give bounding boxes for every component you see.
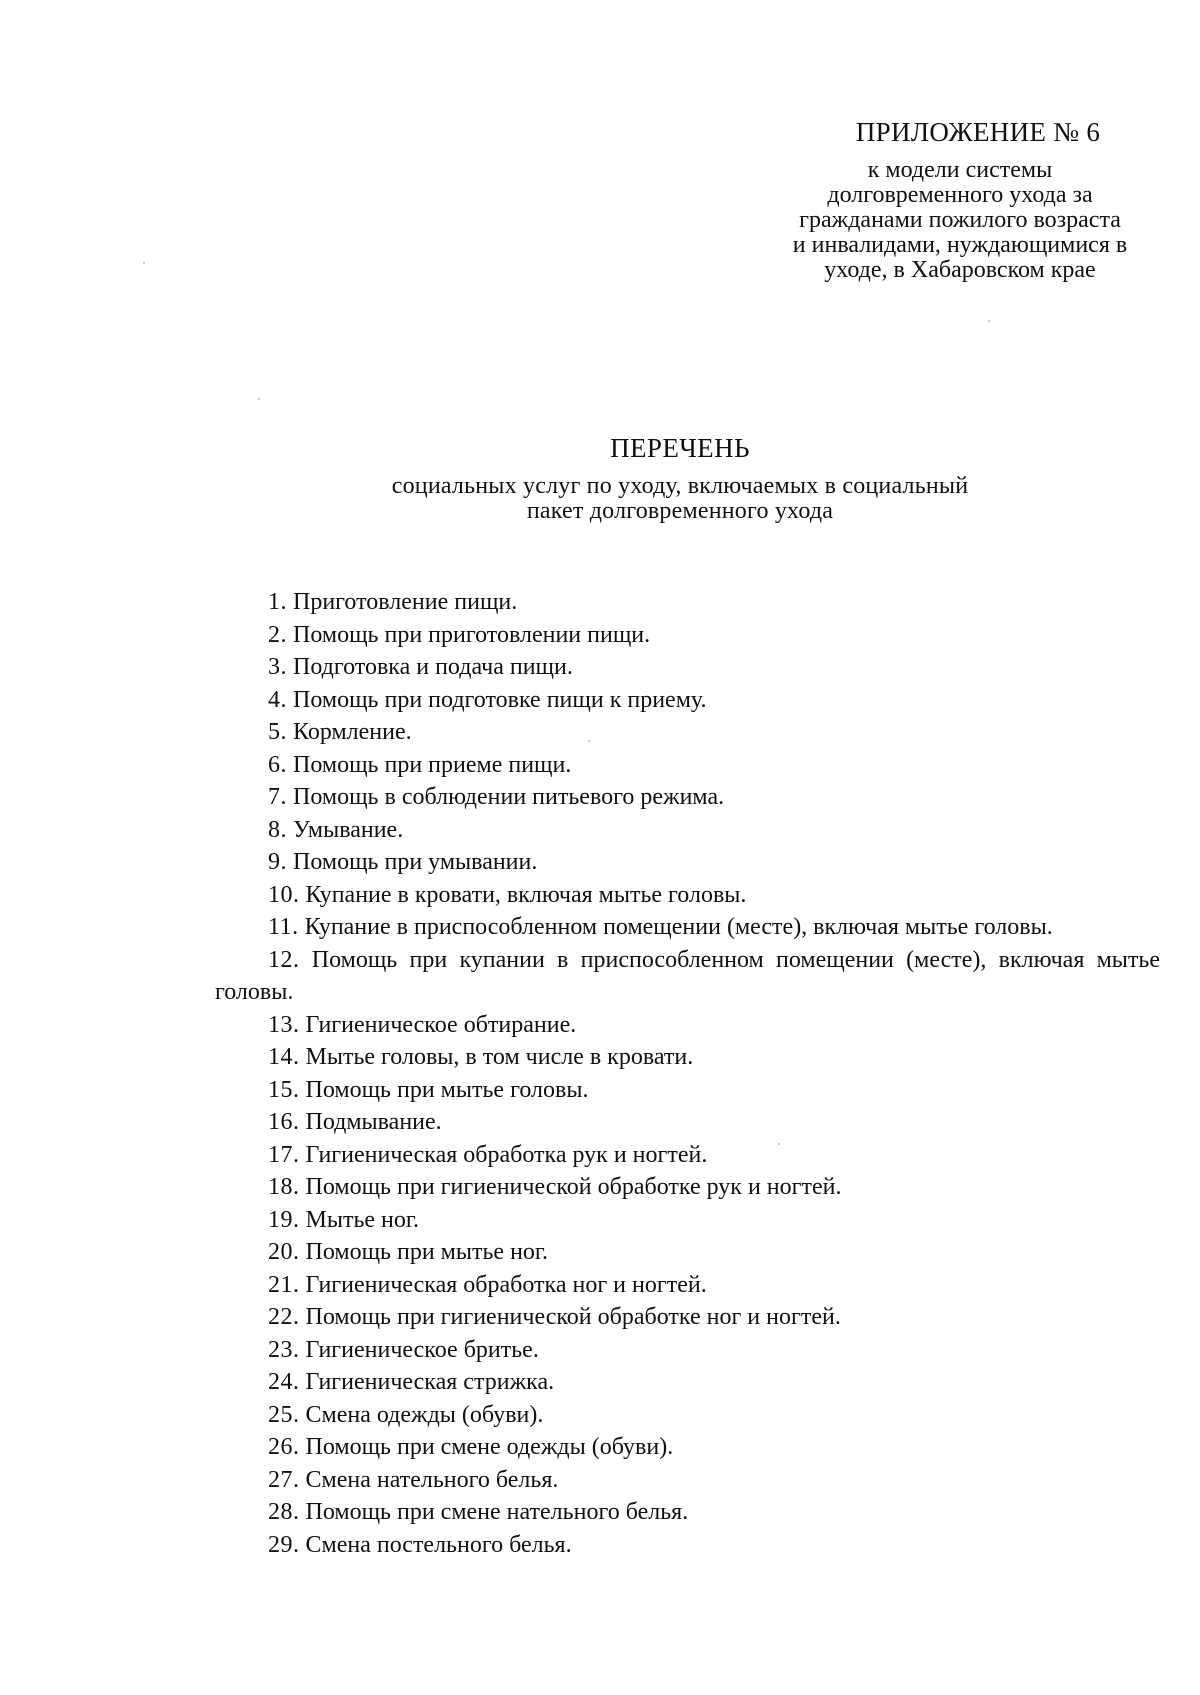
service-list-item: [215, 684, 1160, 717]
document-subtitle-line: социальных услуг по уходу, включаемых в социальный: [391, 473, 969, 499]
service-list-item: [215, 781, 1160, 814]
service-number: 7.: [268, 784, 287, 810]
appendix-subtitle-line: и инвалидами, нуждающимися в: [792, 232, 1128, 258]
service-list-item: [215, 944, 1160, 1009]
service-text: Помощь при подготовке пищи к приему.: [293, 686, 707, 713]
service-number: 28.: [268, 1499, 300, 1525]
service-text: Помощь при мытье головы.: [305, 1076, 589, 1103]
service-list-item: [215, 1009, 1160, 1042]
service-number: 25.: [268, 1401, 300, 1428]
service-list-item: [215, 586, 1160, 619]
service-number: 8.: [268, 816, 287, 843]
service-text: Помощь в соблюдении питьевого режима.: [293, 784, 725, 810]
scan-speck: [143, 262, 145, 264]
document-subtitle-line: пакет долговременного ухода: [526, 498, 834, 524]
service-text: Помощь при приготовлении пищи.: [293, 621, 651, 648]
appendix-subtitle-line: долговременного ухода за: [827, 182, 1093, 208]
service-list-item: [215, 1366, 1160, 1399]
service-list-item: [215, 1236, 1160, 1269]
service-text: Гигиеническая обработка рук и ногтей.: [305, 1141, 708, 1168]
services-list: [215, 586, 1160, 1561]
service-text: Смена постельного белья.: [305, 1531, 572, 1558]
service-text: Смена одежды (обуви).: [305, 1401, 544, 1428]
service-number: 26.: [268, 1434, 300, 1460]
service-number: 2.: [268, 621, 287, 648]
service-number: 10.: [268, 881, 300, 908]
service-text: Смена нательного белья.: [305, 1466, 559, 1493]
service-list-item: [215, 1204, 1160, 1237]
service-text: Помощь при смене одежды (обуви).: [305, 1434, 674, 1460]
service-number: 5.: [268, 719, 287, 745]
service-number: 16.: [268, 1109, 300, 1135]
service-list-item: [215, 911, 1160, 944]
appendix-subtitle-line: уходе, в Хабаровском крае: [824, 257, 1096, 283]
appendix-subtitle-line: гражданами пожилого возраста: [799, 207, 1121, 233]
service-list-item: [215, 1496, 1160, 1529]
service-text: Помощь при купании в приспособленном помещении (месте), включая мытье головы.: [215, 946, 1161, 1005]
service-number: 1.: [268, 589, 287, 615]
service-text: Гигиеническая обработка ног и ногтей.: [305, 1271, 707, 1298]
service-list-item: [215, 1139, 1160, 1172]
service-list-item: [215, 1334, 1160, 1367]
service-text: Помощь при мытье ног.: [305, 1239, 549, 1265]
service-list-item: [215, 814, 1160, 847]
service-list-item: [215, 716, 1160, 749]
service-text: Купание в кровати, включая мытье головы.: [305, 881, 747, 908]
service-number: 20.: [268, 1239, 300, 1265]
service-list-item: [215, 1041, 1160, 1074]
service-number: 9.: [268, 849, 287, 875]
document-subtitle: [320, 474, 1040, 524]
service-list-item: [215, 1074, 1160, 1107]
service-text: Умывание.: [293, 816, 404, 843]
service-number: 19.: [268, 1206, 300, 1233]
service-list-item: [215, 651, 1160, 684]
appendix-title: ПРИЛОЖЕНИЕ № 6: [855, 117, 1101, 147]
service-text: Помощь при гигиенической обработке ног и ногтей.: [305, 1304, 841, 1330]
service-number: 14.: [268, 1044, 300, 1070]
service-text: Помощь при гигиенической обработке рук и ногтей.: [305, 1174, 842, 1200]
service-list-item: [215, 1464, 1160, 1497]
service-list-item: [215, 1529, 1160, 1562]
service-text: Гигиеническое обтирание.: [305, 1011, 577, 1038]
service-list-item: [215, 879, 1160, 912]
service-list-item: [215, 619, 1160, 652]
service-number: 11.: [268, 914, 299, 940]
service-text: Помощь при умывании.: [293, 849, 538, 875]
service-list-item: [215, 1399, 1160, 1432]
service-number: 13.: [268, 1011, 300, 1038]
scan-speck: [588, 740, 590, 742]
service-number: 27.: [268, 1466, 300, 1493]
service-list-item: [215, 1301, 1160, 1334]
service-number: 3.: [268, 654, 287, 680]
document-title: ПЕРЕЧЕНЬ: [610, 433, 750, 463]
service-text: Помощь при смене нательного белья.: [305, 1499, 689, 1525]
scan-speck: [778, 1143, 780, 1145]
service-number: 4.: [268, 686, 287, 713]
service-text: Купание в приспособленном помещении (месте), включая мытье головы.: [304, 914, 1053, 940]
service-number: 12.: [268, 946, 300, 973]
service-number: 23.: [268, 1336, 300, 1363]
service-number: 17.: [268, 1141, 300, 1168]
service-text: Подмывание.: [305, 1109, 442, 1135]
service-text: Гигиеническое бритье.: [305, 1336, 539, 1363]
service-list-item: [215, 1106, 1160, 1139]
service-text: Приготовление пищи.: [293, 589, 518, 615]
service-number: 15.: [268, 1076, 300, 1103]
service-number: 29.: [268, 1531, 300, 1558]
service-text: Мытье ног.: [305, 1206, 420, 1233]
service-number: 18.: [268, 1174, 300, 1200]
service-list-item: [215, 1171, 1160, 1204]
service-number: 22.: [268, 1304, 300, 1330]
appendix-header: [740, 116, 1180, 283]
service-number: 24.: [268, 1369, 300, 1395]
service-text: Подготовка и подача пищи.: [293, 654, 573, 680]
scan-speck: [988, 320, 990, 322]
service-list-item: [215, 1269, 1160, 1302]
service-number: 21.: [268, 1271, 300, 1298]
service-number: 6.: [268, 751, 287, 778]
service-list-item: [215, 1431, 1160, 1464]
service-list-item: [215, 749, 1160, 782]
document-heading: [320, 432, 1040, 524]
appendix-subtitle: [740, 158, 1180, 283]
appendix-subtitle-line: к модели системы: [867, 157, 1053, 183]
service-text: Кормление.: [293, 719, 412, 745]
service-text: Гигиеническая стрижка.: [305, 1369, 555, 1395]
service-text: Помощь при приеме пищи.: [293, 751, 572, 778]
scan-speck: [258, 398, 260, 400]
service-list-item: [215, 846, 1160, 879]
service-text: Мытье головы, в том числе в кровати.: [305, 1044, 694, 1070]
